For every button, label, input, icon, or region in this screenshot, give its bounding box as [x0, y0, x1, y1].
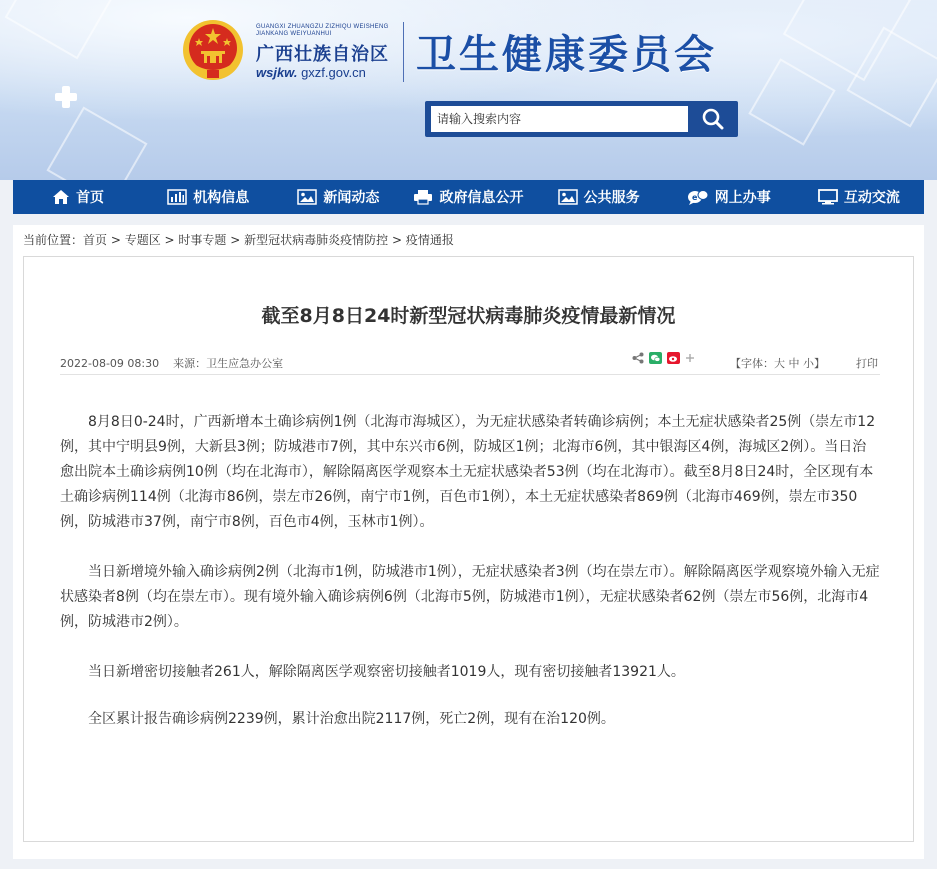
breadcrumb-item-home[interactable]: 首页	[83, 233, 108, 247]
article-source: 来源：卫生应急办公室	[173, 357, 284, 370]
breadcrumb-item-covid-prevention[interactable]: 新型冠状病毒肺炎疫情防控	[244, 233, 389, 247]
nav-item-label: 网上办事	[714, 190, 771, 206]
printer-icon	[413, 189, 433, 205]
search-button[interactable]	[693, 106, 733, 132]
nav-item-news[interactable]	[273, 180, 403, 214]
print-button[interactable]: 打印	[856, 357, 878, 370]
font-size-small-button[interactable]: 小	[803, 357, 814, 370]
font-size-medium-button[interactable]: 中	[788, 357, 800, 370]
nav-item-interaction[interactable]	[794, 180, 924, 214]
national-emblem-icon	[181, 18, 245, 82]
hexagon-decoration	[5, 0, 120, 59]
chat-bubble-icon	[687, 189, 709, 205]
breadcrumb-item-current-affairs[interactable]: 时事专题	[178, 233, 227, 247]
more-share-icon[interactable]	[685, 353, 695, 363]
article-paragraph: 全区累计报告确诊病例2239例，累计治愈出院2117例，死亡2例，现有在治120例。	[88, 711, 615, 727]
site-header	[0, 0, 937, 180]
medical-cross-icon	[55, 86, 77, 108]
logo-url-prefix: wsjkw.	[256, 65, 298, 80]
breadcrumb-item-epidemic-report[interactable]: 疫情通报	[405, 233, 454, 247]
home-icon	[52, 189, 70, 205]
weibo-icon[interactable]	[667, 352, 680, 364]
bar-chart-icon	[167, 189, 187, 205]
nav-item-label: 首页	[76, 190, 105, 206]
breadcrumb	[23, 231, 454, 248]
publish-date: 2022-08-09 08:30	[60, 357, 160, 370]
nav-item-home[interactable]	[13, 180, 143, 214]
nav-item-label: 政府信息公开	[439, 190, 524, 206]
monitor-icon	[818, 189, 838, 205]
logo-url-suffix: gxzf.gov.cn	[301, 65, 366, 80]
article-paragraph: 当日新增境外输入确诊病例2例（北海市1例，防城港市1例），无症状感染者3例（均在崇左市）。解除隔离医学观察境外输入无症状感染者8例（均在崇左市）。现有境外输入确诊病例6例（北海市5例，防城港市1例），无症状感染者62例（崇左市56例，北海市4例，防城港市2例）。	[60, 564, 880, 630]
hexagon-decoration	[748, 58, 835, 145]
breadcrumb-separator: >	[107, 233, 125, 247]
svg-text:e: e	[691, 193, 698, 202]
logo-region-name: 广西壮族自治区	[256, 44, 389, 65]
nav-item-label: 公共服务	[583, 190, 640, 206]
nav-item-label: 机构信息	[193, 190, 250, 206]
article-paragraph: 8月8日0-24时，广西新增本土确诊病例1例（北海市海城区），为无症状感染者转确诊病例；本土无症状感染者25例（崇左市12例，其中宁明县9例，大新县3例；防城港市7例，其中东兴市6例，防城区1例；北海市6例，其中银海区4例，海城区2例）。当日治愈出院本土确诊病例10例（均在北海市），解除隔离医学观察本土无症状感染者53例（均在北海市）。截至8月8日24时，全区现有本土确诊病例114例（北海市86例，崇左市26例，南宁市1例，百色市1例），本土无症状感染者869例（北海市469例，崇左市350例，防城港市37例，南宁市8例，百色市4例，玉林市1例）。	[60, 414, 876, 530]
breadcrumb-separator: >	[160, 233, 179, 247]
article-body	[60, 410, 880, 754]
article-paragraph: 当日新增密切接触者261人，解除隔离医学观察密切接触者1019人，现有密切接触者13921人。	[88, 664, 685, 680]
meta-divider	[60, 374, 880, 375]
breadcrumb-item-topics[interactable]: 专题区	[124, 233, 161, 247]
font-size-bracket: 】	[814, 357, 825, 370]
share-icon[interactable]	[632, 352, 644, 364]
nav-item-organization[interactable]	[143, 180, 273, 214]
image-icon	[297, 189, 317, 205]
article-container	[23, 256, 914, 842]
nav-item-label: 互动交流	[843, 190, 900, 206]
main-nav	[13, 180, 924, 214]
breadcrumb-separator: >	[226, 233, 245, 247]
share-toolbar	[632, 352, 695, 364]
nav-item-public-service[interactable]	[534, 180, 664, 214]
nav-item-label: 新闻动态	[323, 190, 380, 206]
site-title: 卫生健康委员会	[416, 32, 717, 78]
logo-url	[256, 65, 366, 80]
search-input[interactable]	[431, 106, 688, 132]
font-size-large-button[interactable]: 大	[774, 357, 785, 370]
nav-item-online-service[interactable]	[664, 180, 794, 214]
hexagon-decoration	[46, 106, 147, 180]
search-icon	[701, 107, 725, 131]
picture-icon	[558, 189, 578, 205]
breadcrumb-separator: >	[388, 233, 406, 247]
logo-english-text: GUANGXI ZHUANGZU ZIZHIQU WEISHENG JIANKANG WEIYUANHUI	[256, 24, 389, 37]
logo-divider	[403, 22, 404, 82]
font-size-control	[730, 355, 825, 371]
article-title: 截至8月8日24时新型冠状病毒肺炎疫情最新情况	[261, 305, 676, 327]
search-box	[425, 101, 738, 137]
breadcrumb-prefix: 当前位置：	[23, 233, 84, 247]
wechat-icon[interactable]	[649, 352, 662, 364]
article-meta	[60, 355, 283, 371]
main-content	[13, 225, 924, 859]
font-size-label: 【字体：	[730, 357, 774, 370]
nav-item-gov-info[interactable]	[403, 180, 533, 214]
